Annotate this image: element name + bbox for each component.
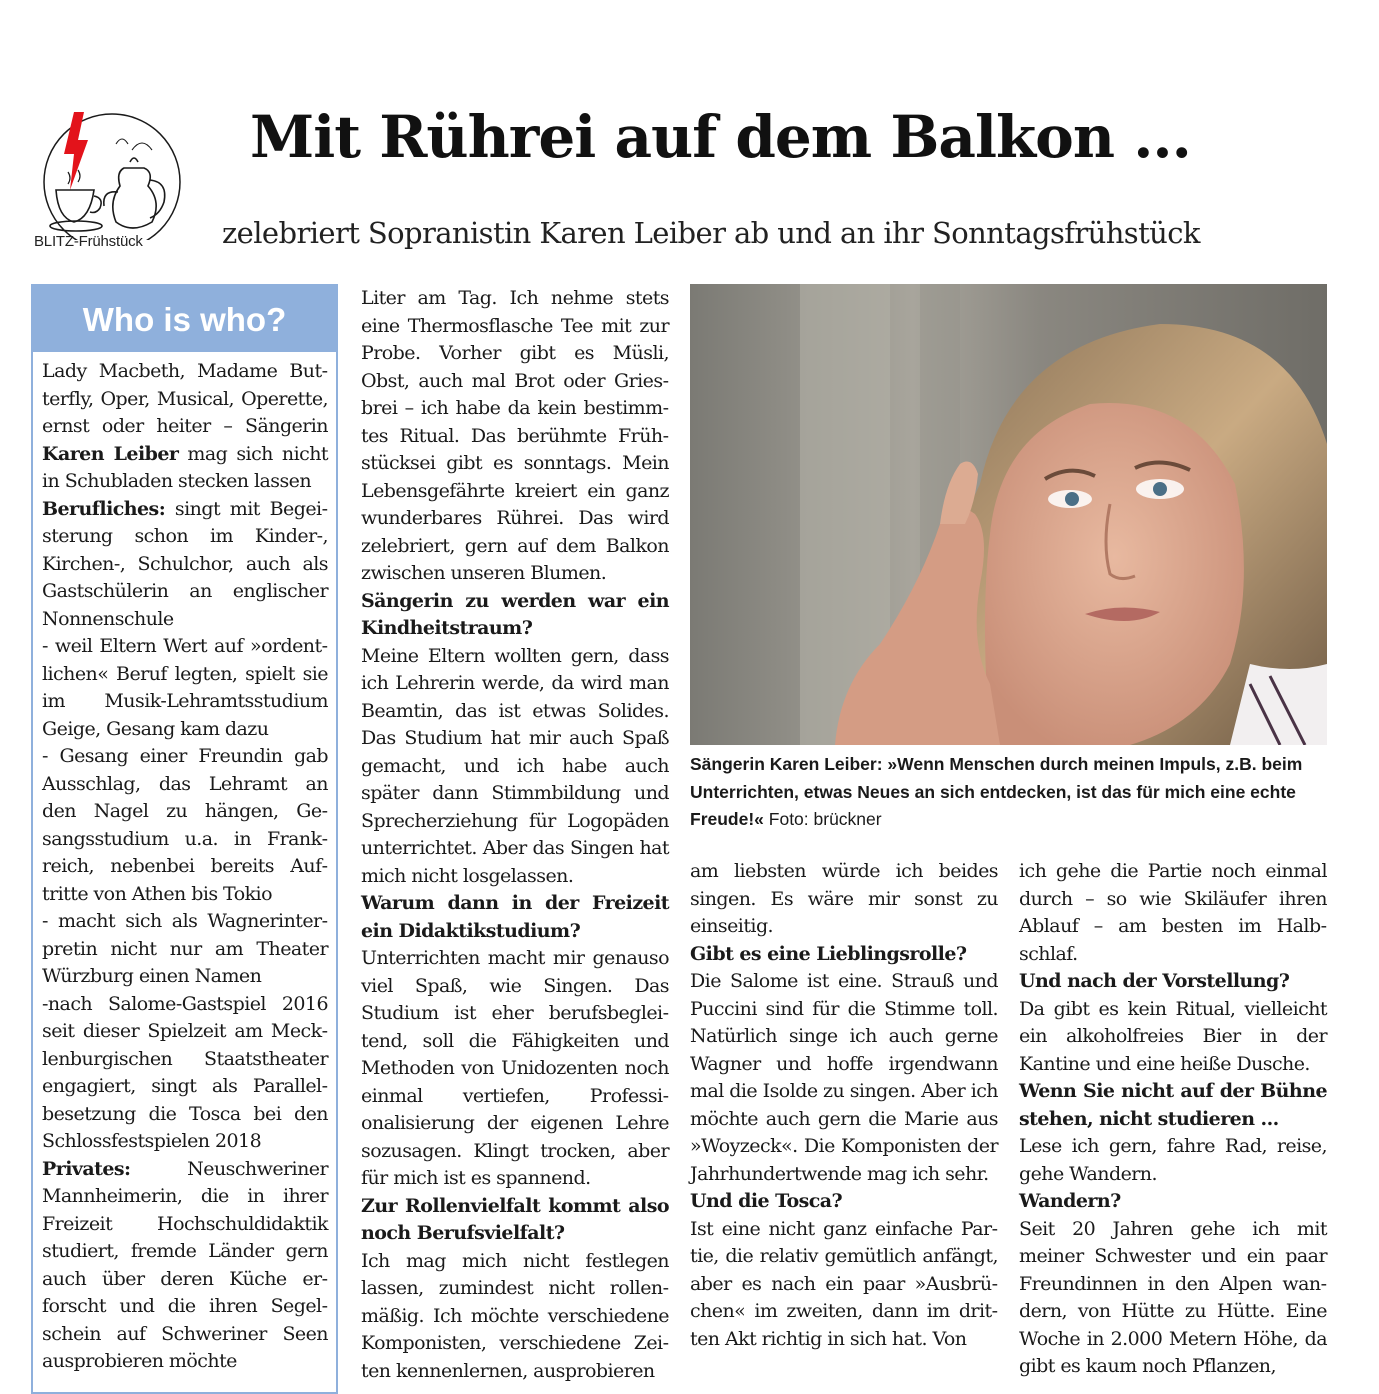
article-column-3 [690, 858, 998, 1353]
logo-caption: BLITZ-Frühstück [34, 233, 143, 250]
sidebar-item: - macht sich als Wagnerinterpretin nicht nur am Theater Würzburg einen Namen [42, 910, 328, 987]
question: Warum dann in der Freizeit ein Didaktikstudium? [361, 892, 669, 942]
answer: Lese ich gern, fahre Rad, reise, gehe Wandern. [1019, 1135, 1327, 1185]
paragraph: am liebsten würde ich beides singen. Es wäre mir sonst zu einseitig. [690, 860, 998, 937]
answer: Meine Eltern wollten gern, dass ich Lehrerin werde, da wird man Beamtin, das ist etwas Solides. Das Studium hat mir auch Spaß gemacht, und ich habe auch später dann Stimmbildung und Sprecherziehung für Logopäden unterrichtet. Aber das Singen hat mich nicht losgelassen. [361, 644, 669, 887]
question: Wandern? [1019, 1190, 1121, 1212]
portrait-photo [690, 284, 1327, 745]
coffee-cup-icon [50, 170, 102, 231]
answer: Da gibt es kein Ritual, vielleicht ein alkoholfreies Bier in der Kantine und eine heiße Dusche. [1019, 997, 1327, 1075]
sidebar-intro: Lady Macbeth, Madame Butterfly, Oper, Musical, Operette, ernst oder heiter – Sängerin Karen Leiber mag sich nicht in Schubladen stecken lassen [42, 360, 328, 492]
photo-credit: Foto: brückner [763, 809, 882, 829]
privat-label: Privates: [42, 1157, 131, 1180]
question: Und die Tosca? [690, 1190, 843, 1212]
who-is-who-title: Who is who? [33, 286, 336, 352]
photo-caption [690, 751, 1338, 834]
sidebar-item: - weil Eltern Wert auf »ordentlichen« Beruf legten, spielt sie im Musik-Lehramtsstudium Geige, Gesang kam dazu [42, 635, 328, 740]
answer: Seit 20 Jahren gehe ich mit meiner Schwester und ein paar Freundinnen in den Alpen wandern, von Hütte zu Hütte. Eine Woche in 2.000 Metern Höhe, da gibt es kaum noch Pflanzen, [1019, 1217, 1327, 1377]
article-column-2 [361, 285, 669, 1385]
answer: Unterrichten macht mir genauso viel Spaß, wie Singen. Das Studium ist eher berufsbegleitend, soll die Fähigkeiten und Methoden von Unidozenten noch einmal vertiefen, Professionalisierung der eigenen Lehre sozusagen. Klingt trocken, aber für mich ist es spannend. [361, 947, 669, 1189]
name-highlight: Karen Leiber [42, 442, 179, 465]
answer: Die Salome ist eine. Strauß und Puccini sind für die Stimme toll. Natürlich singe ich auch gerne Wagner und hoffe irgendwann mal die Isolde zu singen. Aber ich möchte auch gern die Marie aus »Woyzeck«. Die Komponisten der Jahrhundertwende mag ich sehr. [690, 970, 998, 1185]
sidebar-item: -nach Salome-Gastspiel 2016 seit dieser Spielzeit am Mecklenburgischen Staatstheater engagiert, singt als Parallelbesetzung die Tosca bei den Schlossfestspielen 2018 [42, 992, 328, 1152]
question: Wenn Sie nicht auf der Bühne stehen, nicht studieren ... [1019, 1080, 1327, 1130]
answer: Ich mag mich nicht festlegen lassen, zumindest nicht rollenmäßig. Ich möchte verschiedene Komponisten, verschiedene Zeiten kennenlernen, ausprobieren [361, 1249, 669, 1382]
sidebar-beruf: Berufliches: singt mit Begeisterung schon im Kinder-, Kirchen-, Schulchor, auch als Gastschülerin an englischer Nonnenschule [42, 497, 328, 630]
who-is-who-body [33, 352, 336, 1376]
question: Und nach der Vorstellung? [1019, 970, 1290, 992]
sidebar-privat: Privates: Neuschweriner Mannheimerin, die in ihrer Freizeit Hochschuldidaktik studiert, fremde Länder gern auch über deren Küche erforscht und die ihren Segelschein auf Schweriner Seen ausprobieren möchte [42, 1157, 328, 1372]
caption-quote: Sängerin Karen Leiber: »Wenn Menschen durch meinen Impuls, z.B. beim Unterrichten, etwas Neues an sich entdecken, ist das für mich eine echte Freude!« [690, 754, 1303, 829]
answer: Ist eine nicht ganz einfache Partie, die relativ gemütlich anfängt, aber es nach ein paar »Ausbrüchen« im zweiten, dann im dritten Akt richtig in sich hat. Von [690, 1217, 998, 1350]
question: Gibt es eine Lieblingsrolle? [690, 942, 967, 965]
headline: Mit Rührei auf dem Balkon ... [250, 103, 1191, 171]
paragraph: Liter am Tag. Ich nehme stets eine Thermosflasche Tee mit zur Probe. Vorher gibt es Müsli, Obst, auch mal Brot oder Griesbrei – ich habe da kein bestimmtes Ritual. Das berühmte Frühstücksei gibt es sonntags. Mein Lebensgefährte kreiert ein ganz wunderbares Rührei. Das wird zelebriert, gern auf dem Balkon zwischen unseren Blumen. [361, 287, 669, 584]
question: Sängerin zu werden war ein Kindheitstraum? [361, 589, 669, 639]
question: Zur Rollenvielfalt kommt also noch Berufsvielfalt? [361, 1194, 669, 1244]
who-is-who-box [31, 284, 338, 1394]
beruf-label: Berufliches: [42, 497, 166, 520]
paragraph: ich gehe die Partie noch einmal durch – so wie Skiläufer ihren Ablauf – am besten im Halbschlaf. [1019, 860, 1327, 965]
subheadline: zelebriert Sopranistin Karen Leiber ab und an ihr Sonntagsfrühstück [222, 216, 1200, 250]
sidebar-item: - Gesang einer Freundin gab Ausschlag, das Lehramt an den Nagel zu hängen, Gesangsstudium u.a. in Frankreich, nebenbei bereits Auftritte von Athen bis Tokio [42, 745, 328, 905]
article-column-4 [1019, 858, 1327, 1381]
